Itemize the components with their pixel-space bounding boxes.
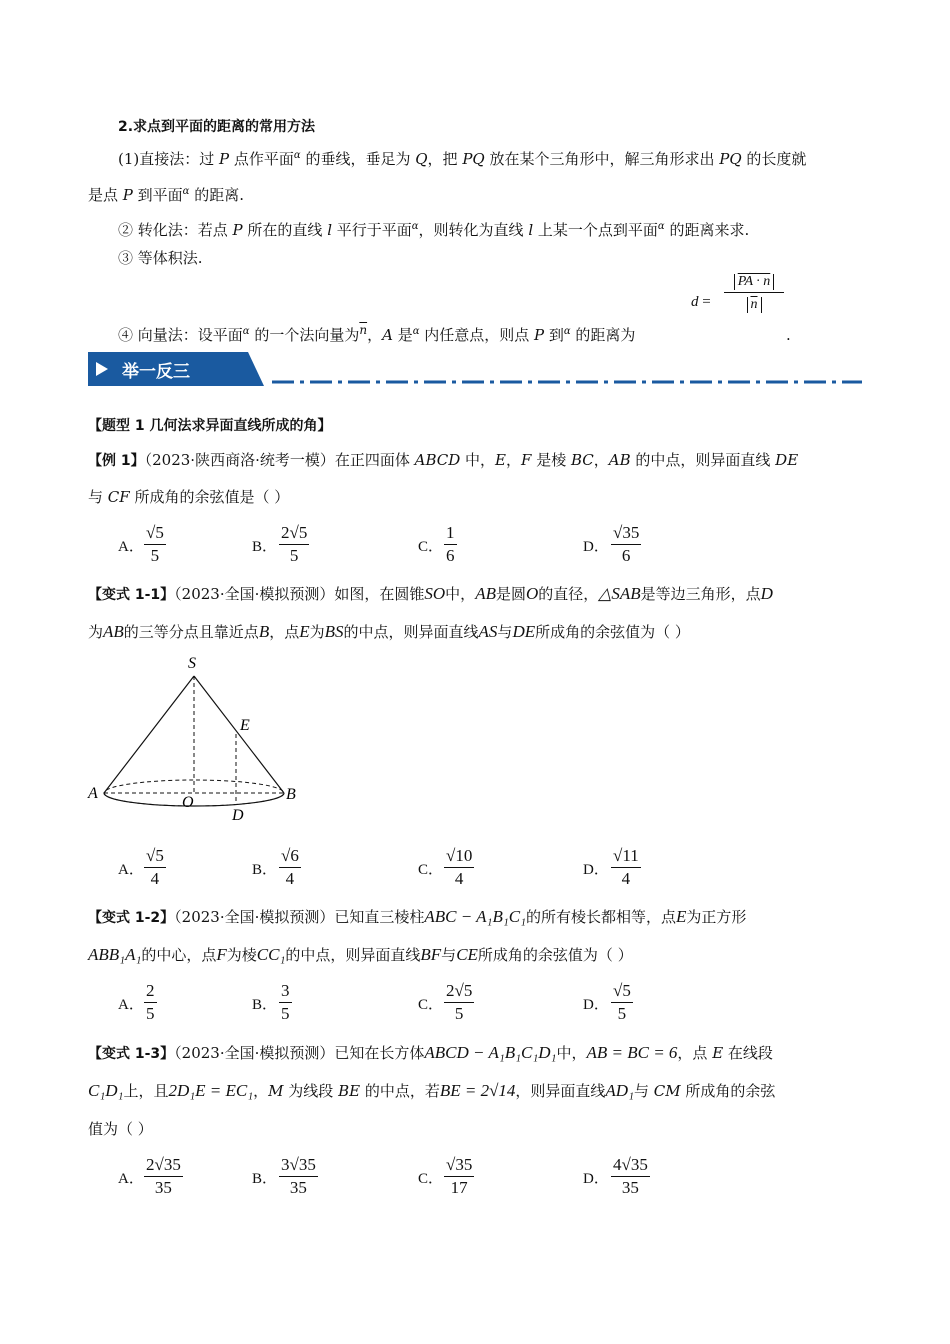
numerator: 3 [279, 981, 292, 1003]
text: 的中点，则异面直线 [285, 946, 421, 964]
text: 所成角的余弦 [680, 1082, 776, 1100]
formula-d [691, 294, 711, 311]
numerator: 2√5 [279, 523, 309, 545]
math: CC₁ [256, 945, 286, 964]
ex1-option-b-fraction [279, 523, 309, 566]
math: △SAB [598, 584, 641, 603]
numerator: 2 [144, 981, 157, 1003]
math: AB [608, 451, 631, 469]
alpha-symbol: α [411, 221, 419, 232]
banner-title: 举一反三 [122, 362, 190, 382]
text: （2023·陕西商洛·统考一模）在正四面体 [144, 451, 415, 469]
v13-option-d-fraction [611, 1155, 650, 1198]
label-e: E [240, 717, 250, 734]
numerator: √35 [611, 523, 641, 545]
line-l: l [528, 221, 534, 239]
denominator: 35 [621, 1178, 639, 1197]
base-front-arc [104, 793, 284, 806]
text: 所成角的余弦值为（ ） [535, 623, 690, 641]
v12-option-b-fraction [279, 981, 292, 1024]
alpha-symbol: α [563, 326, 571, 337]
text: ， [505, 451, 521, 469]
v12-line1 [88, 906, 746, 927]
text: 中， [460, 451, 496, 469]
text: 与 [634, 1082, 654, 1100]
math: CE [456, 945, 478, 964]
label-s: S [188, 655, 196, 672]
math: DE [775, 451, 799, 469]
line-l: l [327, 221, 332, 239]
formula-fraction [724, 274, 784, 313]
v12-line2 [88, 944, 633, 965]
denominator: 35 [154, 1178, 172, 1197]
formula-denominator [724, 293, 784, 313]
text: 到平面 [132, 186, 183, 204]
text: 为 [309, 623, 325, 641]
formula-numerator [724, 274, 784, 293]
text: 所在的直线 [242, 221, 328, 239]
v11-option-c-fraction [444, 846, 474, 889]
point-a: A [382, 326, 393, 344]
v12-option-d[interactable]: D． [583, 997, 609, 1013]
text: 的三等分点且靠近点 [123, 623, 259, 641]
denominator: 5 [146, 1004, 155, 1023]
v13-option-b-fraction [279, 1155, 318, 1198]
text: 中， [445, 585, 476, 603]
numerator: √5 [611, 981, 633, 1003]
v13-option-d[interactable]: D． [583, 1171, 609, 1187]
math: 2D₁E = EC₁ [168, 1081, 254, 1100]
arc-ab: AB [103, 622, 124, 641]
point-p: P [232, 221, 243, 239]
ex1-line1 [88, 449, 798, 470]
banner-dash-line [272, 380, 862, 384]
text: 是点 [88, 186, 123, 204]
text: （2023·全国·模拟预测）如图，在圆锥 [174, 585, 425, 603]
math: CF [107, 488, 130, 506]
v13-line2 [88, 1080, 775, 1101]
type1-title: 【题型 1 几何法求异面直线所成的角】 [88, 418, 332, 434]
numerator: √10 [444, 846, 474, 868]
numerator: 4√35 [611, 1155, 650, 1177]
text: 的直径， [538, 585, 599, 603]
point-p: P [534, 326, 545, 344]
denominator: 6 [621, 546, 631, 565]
alpha-symbol: α [242, 326, 250, 337]
v11-option-d-fraction [611, 846, 641, 889]
point-q: Q [415, 150, 428, 168]
text: 是棱 [531, 451, 571, 469]
text: 的距离来求. [664, 221, 750, 239]
text: 所成角的余弦值是（ ） [129, 488, 290, 506]
v11-line1 [88, 583, 773, 604]
v12-option-b[interactable]: B． [252, 997, 278, 1013]
numerator: 2√35 [144, 1155, 183, 1177]
method1-line1 [118, 148, 806, 169]
method1-line2 [88, 184, 244, 205]
numerator: 3√35 [279, 1155, 318, 1177]
cone-figure [84, 650, 304, 830]
point-p: P [122, 186, 133, 204]
text: 的中点，则异面直线 [630, 451, 776, 469]
math: E [712, 1044, 724, 1062]
ex1-option-a[interactable]: A． [118, 539, 144, 555]
text: 的一个法向量为 [249, 326, 360, 344]
math: AB = BC = 6 [586, 1043, 678, 1062]
section-heading: 2.求点到平面的距离的常用方法 [118, 119, 316, 135]
math: E [676, 907, 687, 926]
math: AB [475, 584, 496, 603]
ex1-option-c-fraction [444, 523, 457, 566]
method4-line [118, 323, 635, 345]
v11-option-b[interactable]: B． [252, 862, 278, 878]
v12-option-a[interactable]: A． [118, 997, 144, 1013]
math: BE = 2√14 [439, 1081, 516, 1100]
denominator: 17 [450, 1178, 468, 1197]
abs-n [747, 297, 762, 313]
text: ，则异面直线 [515, 1082, 606, 1100]
v12-option-a-fraction [144, 981, 157, 1024]
text: 的长度就 [741, 150, 807, 168]
normal-vector-n: n [359, 323, 368, 337]
math: E [299, 622, 310, 641]
period: . [786, 326, 791, 344]
text: 的中心，点 [141, 946, 217, 964]
text: 与 [497, 623, 513, 641]
math: O [525, 584, 539, 603]
ex1-option-c[interactable]: C． [418, 539, 444, 555]
v12-option-c[interactable]: C． [418, 997, 444, 1013]
text: (1)直接法：过 [118, 150, 220, 168]
text: 内任意点，则点 [419, 326, 535, 344]
numerator: 2√5 [444, 981, 474, 1003]
alpha-symbol: α [657, 221, 665, 232]
text: 是等边三角形，点 [640, 585, 761, 603]
ex1-option-d-fraction [611, 523, 641, 566]
text: ， [253, 1082, 269, 1100]
text: ，点 [269, 623, 300, 641]
n-vector: n [750, 297, 758, 312]
denominator: 6 [446, 546, 455, 565]
alpha-symbol: α [182, 186, 190, 197]
numerator: √5 [144, 523, 166, 545]
v11-line2 [88, 621, 690, 642]
method2-line [118, 219, 749, 240]
math: BS [324, 622, 344, 641]
text: ② 转化法：若点 [118, 221, 233, 239]
label-o: O [182, 794, 194, 811]
edge-sa [104, 676, 194, 793]
math: CM [653, 1082, 681, 1100]
d-symbol: d [691, 294, 699, 310]
text: 放在某个三角形中，解三角形求出 [484, 150, 720, 168]
text: （2023·全国·模拟预测）已知在长方体 [174, 1044, 425, 1062]
text: 为线段 [283, 1082, 339, 1100]
denominator: 5 [150, 546, 160, 565]
denominator: 5 [289, 546, 299, 565]
denominator: 5 [617, 1004, 627, 1023]
text: 与 [441, 946, 457, 964]
math: F [521, 451, 532, 469]
text: 所成角的余弦值为（ ） [477, 946, 633, 964]
math: AD₁ [605, 1081, 634, 1100]
v13-label: 【变式 1-3】 [88, 1046, 175, 1062]
text: 的中点，则异面直线 [343, 623, 479, 641]
denominator: 4 [285, 869, 295, 888]
denominator: 4 [621, 869, 631, 888]
numerator: √5 [144, 846, 166, 868]
text: 的所有棱长都相等，点 [526, 908, 677, 926]
text: 点作平面 [229, 150, 294, 168]
text: 的距离为 [570, 326, 636, 344]
segment-pq: PQ [462, 150, 485, 168]
text: ，点 [677, 1044, 713, 1062]
denominator: 4 [454, 869, 464, 888]
v11-label: 【变式 1-1】 [88, 587, 175, 603]
text: ，把 [427, 150, 463, 168]
method3-line: ③ 等体积法. [118, 249, 203, 267]
edge-sb [194, 676, 284, 793]
text: 在线段 [723, 1044, 773, 1062]
denominator: 5 [454, 1004, 464, 1023]
v11-option-a-fraction [144, 846, 166, 889]
text: 到 [544, 326, 564, 344]
text: 上，且 [123, 1082, 169, 1100]
math: E [495, 451, 506, 469]
math: B [258, 622, 270, 641]
math: ABC − A₁B₁C₁ [424, 907, 527, 926]
math: BE [338, 1082, 361, 1100]
text: （2023·全国·模拟预测）已知直三棱柱 [174, 908, 425, 926]
pa-dot-n: PA · n [737, 274, 771, 289]
ex1-option-d[interactable]: D． [583, 539, 609, 555]
math: ABCD − A₁B₁C₁D₁ [424, 1043, 557, 1062]
math: ABB₁A₁ [88, 945, 142, 964]
v12-label: 【变式 1-2】 [88, 910, 175, 926]
numerator: √11 [611, 846, 641, 868]
v11-option-d[interactable]: D． [583, 862, 609, 878]
text: 是圆 [495, 585, 526, 603]
numerator: √6 [279, 846, 301, 868]
point-p: P [219, 150, 230, 168]
math: ABCD [414, 451, 461, 469]
text: 的垂线，垂足为 [300, 150, 416, 168]
equals-sign: = [702, 294, 711, 310]
math: C₁D₁ [88, 1081, 124, 1100]
v13-option-a-fraction [144, 1155, 183, 1198]
label-d: D [232, 807, 244, 824]
text: 为棱 [226, 946, 257, 964]
numerator: 1 [444, 523, 457, 545]
alpha-symbol: α [293, 150, 301, 161]
text: 平行于平面 [332, 221, 412, 239]
v13-line1 [88, 1042, 773, 1063]
math: DE [512, 622, 536, 641]
math: AS [478, 622, 498, 641]
ex1-option-a-fraction [144, 523, 166, 566]
text: 为 [88, 623, 104, 641]
ex1-label: 【例 1】 [88, 453, 145, 469]
ex1-line2 [88, 486, 289, 507]
text: 为正方形 [686, 908, 747, 926]
v13-option-b[interactable]: B． [252, 1171, 278, 1187]
ex1-option-b[interactable]: B． [252, 539, 278, 555]
denominator: 35 [289, 1178, 307, 1197]
v11-option-a[interactable]: A． [118, 862, 144, 878]
alpha-symbol: α [412, 326, 420, 337]
math: M [268, 1082, 284, 1100]
math: BF [420, 945, 442, 964]
v11-option-c[interactable]: C． [418, 862, 444, 878]
text: 的距离. [189, 186, 244, 204]
text: 上某一个点到平面 [533, 221, 658, 239]
abs-bars [734, 274, 775, 290]
v12-option-c-fraction [444, 981, 474, 1024]
math: D [760, 584, 773, 603]
denominator: 4 [150, 869, 160, 888]
text: ，则转化为直线 [418, 221, 529, 239]
v13-line3: 值为（ ） [88, 1120, 153, 1138]
v13-option-c-fraction [444, 1155, 474, 1198]
v13-option-a[interactable]: A． [118, 1171, 144, 1187]
math: SO [424, 584, 446, 603]
v11-option-b-fraction [279, 846, 301, 889]
v12-option-d-fraction [611, 981, 633, 1024]
text: 中， [556, 1044, 587, 1062]
text: 与 [88, 488, 108, 506]
math: F [216, 945, 227, 964]
text: ， [367, 326, 383, 344]
text: ④ 向量法：设平面 [118, 326, 243, 344]
label-b: B [286, 786, 296, 803]
text: 是 [392, 326, 413, 344]
math: BC [570, 451, 594, 469]
segment-pq: PQ [719, 150, 742, 168]
text: ， [593, 451, 609, 469]
v13-option-c[interactable]: C． [418, 1171, 444, 1187]
denominator: 5 [281, 1004, 290, 1023]
numerator: √35 [444, 1155, 474, 1177]
text: 的中点，若 [360, 1082, 440, 1100]
label-a: A [88, 785, 98, 802]
